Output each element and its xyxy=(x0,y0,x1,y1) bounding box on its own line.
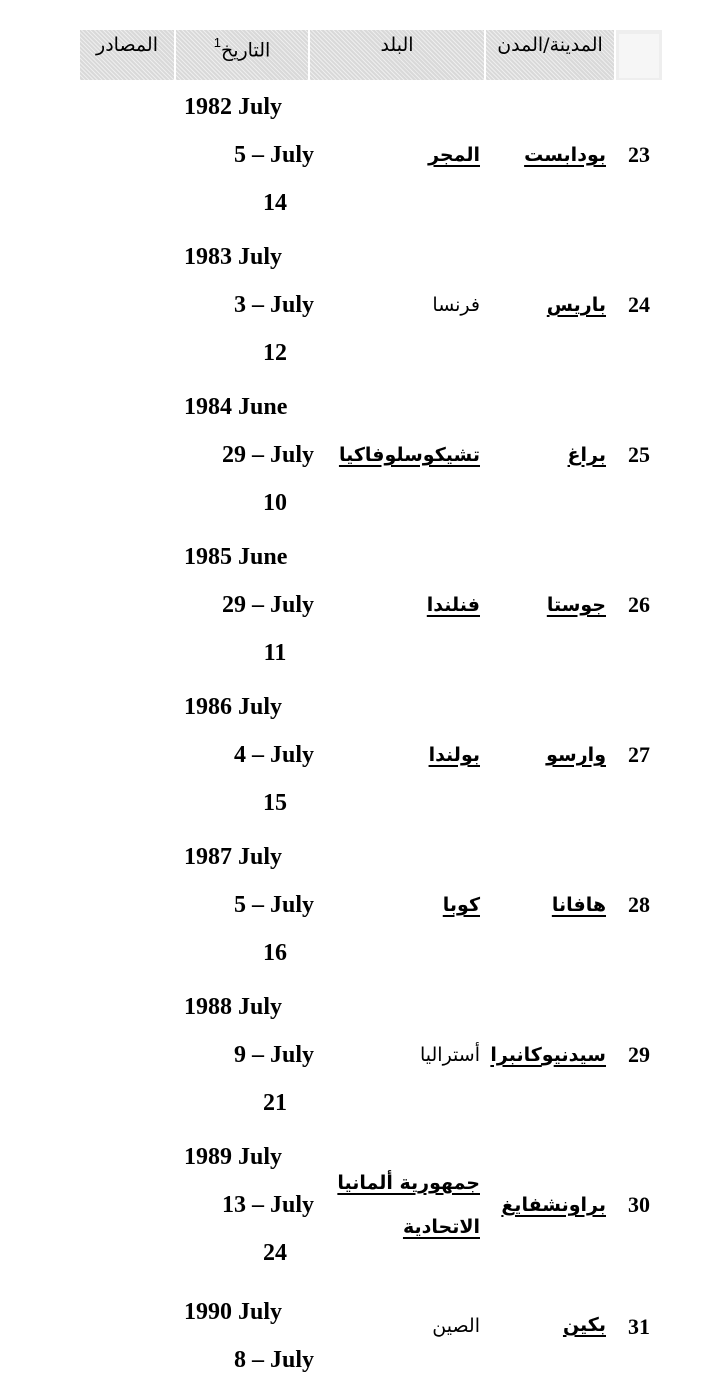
city-link[interactable]: باريس xyxy=(546,294,606,316)
city-cell xyxy=(488,1280,616,1336)
city-link[interactable]: بودابست xyxy=(524,144,606,166)
country-link[interactable]: كوبا xyxy=(442,894,480,916)
header-date-label: التاريخ xyxy=(220,39,271,62)
country-cell xyxy=(314,133,488,177)
country-text: أستراليا xyxy=(419,1044,480,1066)
date-line: 10 xyxy=(263,490,287,516)
date-line: 21 xyxy=(263,1090,287,1116)
date-cell xyxy=(182,833,314,977)
row-number: 30 xyxy=(628,1192,650,1217)
row-number: 31 xyxy=(628,1314,650,1339)
country-cell xyxy=(314,433,488,477)
country-cell xyxy=(314,733,488,777)
country-cell xyxy=(314,1161,488,1249)
date-cell xyxy=(182,1280,314,1384)
date-cell xyxy=(182,683,314,827)
date-line: 1985 June xyxy=(184,544,288,570)
country-link-line[interactable]: جمهورية ألمانيا xyxy=(337,1172,480,1194)
country-cell xyxy=(314,883,488,927)
city-cell xyxy=(488,894,616,916)
date-line: 1982 July xyxy=(184,94,283,120)
city-cell xyxy=(488,744,616,766)
city-link-sydney[interactable]: سيدني xyxy=(553,1044,606,1066)
row-number: 26 xyxy=(628,592,650,617)
row-number: 28 xyxy=(628,892,650,917)
country-link[interactable]: تشيكوسلوفاكيا xyxy=(338,444,480,466)
city-cell xyxy=(488,294,616,316)
city-link[interactable]: براغ xyxy=(567,444,606,466)
row-number: 29 xyxy=(628,1042,650,1067)
country-text: الصين xyxy=(432,1315,480,1337)
date-line: 24 xyxy=(263,1240,287,1266)
country-cell xyxy=(314,1280,488,1348)
table-row xyxy=(80,530,662,680)
city-cell xyxy=(488,1044,616,1066)
city-link[interactable]: هافانا xyxy=(551,894,606,916)
date-line: 9 – July xyxy=(233,1042,314,1068)
table-row xyxy=(80,380,662,530)
date-cell xyxy=(182,383,314,527)
date-line: 1990 July xyxy=(184,1299,283,1325)
country-cell xyxy=(314,583,488,627)
header-sources[interactable]: المصادر xyxy=(80,30,174,80)
date-line: 16 xyxy=(263,940,287,966)
date-cell xyxy=(182,83,314,227)
date-line: 1983 July xyxy=(184,244,283,270)
country-text: فرنسا xyxy=(432,294,480,316)
country-link[interactable]: فنلندا xyxy=(426,594,480,616)
date-cell xyxy=(182,1133,314,1277)
date-line: 5 – July xyxy=(233,142,314,168)
date-line: 1984 June xyxy=(184,394,288,420)
header-corner xyxy=(619,34,659,78)
country-cell xyxy=(314,1033,488,1077)
date-line: 13 – July xyxy=(221,1192,314,1218)
date-line: 14 xyxy=(263,190,287,216)
date-line: 15 xyxy=(263,790,287,816)
header-country[interactable]: البلد xyxy=(310,30,484,80)
header-number-cell xyxy=(616,30,662,80)
city-cell xyxy=(488,1194,616,1216)
city-link[interactable]: بكين xyxy=(562,1314,606,1336)
header-date[interactable] xyxy=(176,30,308,80)
city-link[interactable]: جوستا xyxy=(546,594,606,616)
date-line: 12 xyxy=(263,340,287,366)
date-cell xyxy=(182,533,314,677)
city-cell xyxy=(488,594,616,616)
date-line: 8 – July xyxy=(233,1347,314,1373)
row-number: 27 xyxy=(628,742,650,767)
table-row xyxy=(80,680,662,830)
date-line: 3 – July xyxy=(233,292,314,318)
row-number: 24 xyxy=(628,292,650,317)
table-row xyxy=(80,230,662,380)
festivals-table xyxy=(80,30,662,1390)
date-line: 11 xyxy=(263,640,287,666)
header-date-footnote-link[interactable]: 1 xyxy=(213,35,221,50)
row-number: 25 xyxy=(628,442,650,467)
date-line: 1989 July xyxy=(184,1144,283,1170)
date-line: 29 – July xyxy=(221,442,314,468)
table-row xyxy=(80,1130,662,1280)
date-line: 4 – July xyxy=(233,742,314,768)
table-row xyxy=(80,80,662,230)
date-line: 1987 July xyxy=(184,844,283,870)
city-link[interactable]: براونشفايغ xyxy=(501,1194,606,1216)
date-cell xyxy=(182,233,314,377)
city-link[interactable]: وارسو xyxy=(546,744,606,766)
table-row xyxy=(80,1280,662,1390)
country-link-line[interactable]: الاتحادية xyxy=(402,1216,480,1238)
row-number: 23 xyxy=(628,142,650,167)
city-cell xyxy=(488,144,616,166)
country-link[interactable]: بولندا xyxy=(428,744,480,766)
country-cell xyxy=(314,283,488,327)
city-link-canberra[interactable]: كانبرا xyxy=(490,1044,542,1066)
city-cell xyxy=(488,444,616,466)
date-line: 1988 July xyxy=(184,994,283,1020)
date-line: 5 – July xyxy=(233,892,314,918)
date-line: 1986 July xyxy=(184,694,283,720)
table-row xyxy=(80,980,662,1130)
header-city[interactable]: المدينة/المدن xyxy=(486,30,614,80)
table-row xyxy=(80,830,662,980)
date-line: 29 – July xyxy=(221,592,314,618)
table-header xyxy=(80,30,662,80)
country-link[interactable]: المجر xyxy=(428,144,480,166)
city-conjunction: و xyxy=(541,1044,554,1066)
date-cell xyxy=(182,983,314,1127)
